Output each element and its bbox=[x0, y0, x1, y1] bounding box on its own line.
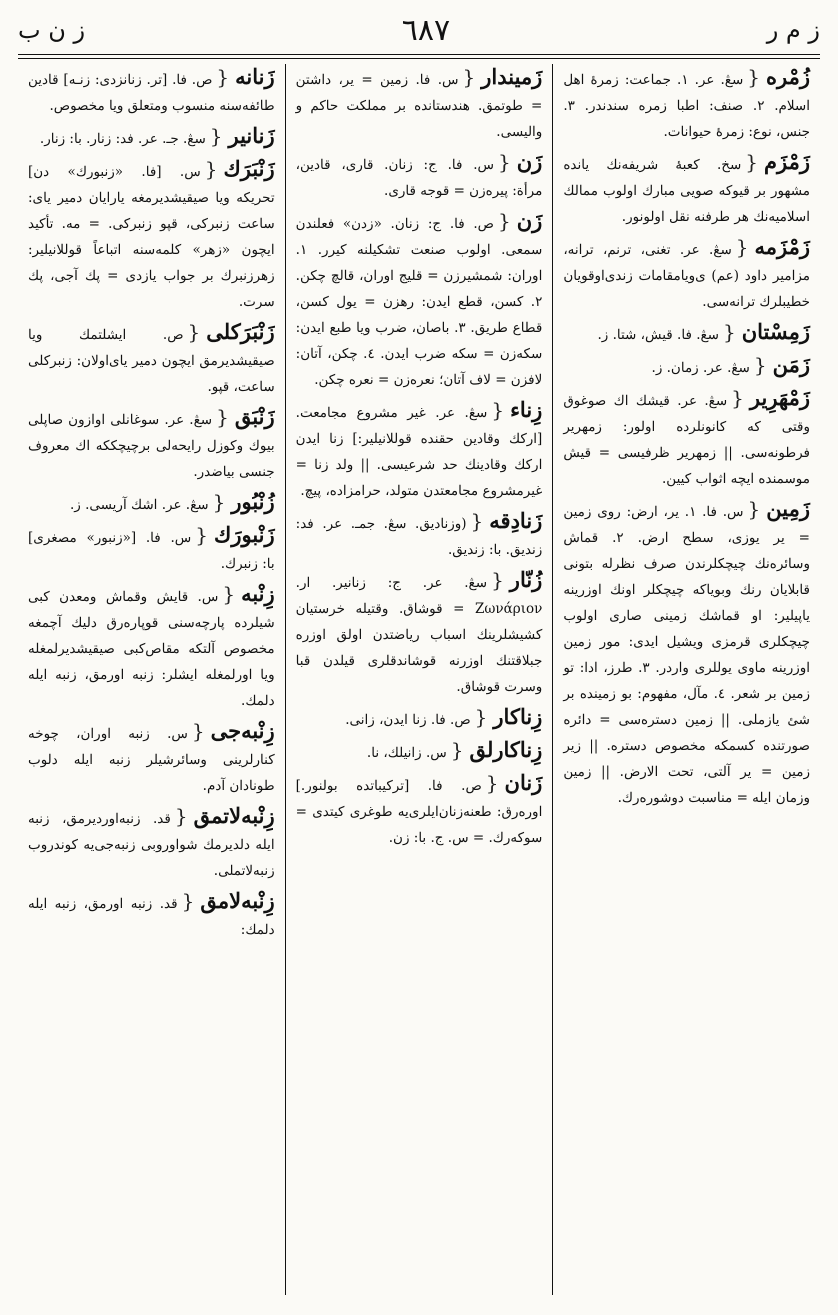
entry-definition: س. زانيلك، نا. bbox=[366, 745, 447, 761]
dictionary-entry bbox=[296, 770, 543, 851]
entry-headword: زُمْره bbox=[766, 64, 811, 89]
dictionary-entry bbox=[28, 404, 275, 485]
entry-headword: زَنْبَق bbox=[234, 404, 275, 429]
entry-headword: زَنانه bbox=[235, 64, 275, 89]
dictionary-entry bbox=[296, 567, 543, 700]
entry-headword: زَنان bbox=[504, 770, 543, 795]
entry-brace: { bbox=[498, 150, 511, 174]
entry-definition: سڠ. عر. ج: زنانير. ار. Ζωνάριον = قوشاق. وقتيله خرستيان كشيشلرينك اسباب رياضتدن اولق اوزره جبلاقتنك اوزرنه قوشاندقلرى قيلدن قبا وسرت قوشاق. bbox=[295, 575, 543, 695]
entry-brace: { bbox=[212, 490, 226, 514]
column-middle bbox=[286, 64, 554, 1295]
entry-brace: { bbox=[181, 889, 195, 913]
entry-brace: { bbox=[731, 386, 744, 410]
entry-definition: سڠ. عر. سوغانلى اوازون صاپلى بيوك وكوزل رايحه‌لى برچيچككه اك معروف جنسى بياضدر. bbox=[27, 412, 275, 480]
entry-headword: زُنْبُور bbox=[231, 489, 275, 514]
dictionary-entry bbox=[563, 149, 810, 230]
entry-brace: { bbox=[216, 405, 229, 429]
entry-definition: قد. زنبه اورمق، زنبه ايله دلمك: bbox=[27, 896, 275, 938]
page-number: ٦٨٧ bbox=[401, 12, 451, 48]
dictionary-entry bbox=[296, 704, 543, 733]
dictionary-entry bbox=[296, 208, 543, 393]
entry-headword: زَمْزَمه bbox=[754, 234, 810, 259]
entry-headword: زِناء bbox=[510, 397, 543, 422]
page-header bbox=[18, 10, 820, 50]
entry-headword: زَمِين bbox=[766, 496, 810, 521]
entry-definition: سڠ. عر. قيشك اك صوغوق وقتى كه كانونلرده اولور: زمهرير فرطونه‌سى. || زمهرير ظرفيسى = قيش موسمنده ايچه اثواب كيين. bbox=[563, 393, 810, 487]
dictionary-entry bbox=[28, 888, 275, 943]
left-guide-word: ز ن ب bbox=[18, 16, 86, 44]
dictionary-entry bbox=[296, 737, 543, 766]
dictionary-entry bbox=[28, 803, 275, 884]
entry-definition: سڠ. عر. اشك آريسى. ز. bbox=[69, 497, 209, 513]
entry-headword: زَمْزَم bbox=[764, 149, 810, 174]
entry-headword: زِنْبه‌لاتمق bbox=[193, 803, 275, 828]
entry-definition: س. فا. ج: زنان. قارى، قادين، مرأة: پيره‌زن = قوجه قارى. bbox=[295, 157, 543, 199]
entry-brace: { bbox=[462, 65, 476, 89]
entry-definition: ص. فا. [تر. زنانزدى: زنـه] قادين طائفه‌سنه منسوب ومتعلق ويا مخصوص. bbox=[27, 72, 275, 114]
entry-definition: سخ. كعبهٔ شريفه‌نك يانده مشهور بر قيوكه صويى مبارك اولوب ممالك اسلاميه‌نك هر طرفنه نقل اولونور. bbox=[563, 157, 810, 225]
entry-definition: س. فا. زمين = ير، داشتن = طوتمق. هندستانده بر مملكت حاكم و واليسى. bbox=[295, 72, 543, 140]
entry-definition: سڠ. عر. ١. جماعت: زمرهٔ اهل اسلام. ٢. صنف: اطبا زمره سندندر. ٣. جنس، نوع: زمرهٔ حيوانات. bbox=[563, 72, 810, 140]
dictionary-entry bbox=[563, 64, 810, 145]
entry-brace: { bbox=[498, 209, 511, 233]
entry-headword: زَمْهَرِير bbox=[749, 385, 810, 410]
dictionary-entry bbox=[28, 156, 275, 315]
entry-headword: زِنْبه bbox=[241, 581, 275, 606]
entry-brace: { bbox=[195, 523, 209, 547]
entry-definition: ص. فا. ج: زنان. «زدن» فعلندن سمعى. اولوب صنعت تشكيلنه كيرر. ١. اوران: شمشيرزن = قليج اوران، قالچ چكن. ٢. كسن، قطع ايدن: رهزن = يول كسن، قطاع طريق. ٣. باصان، ضرب ويا طبع ايدن: سكه‌زن = سكه ضرب ايدن. ٤. چكن، آتان: لافزن = لاف آتان؛ نعره‌زن = نعره چكن. bbox=[295, 216, 543, 388]
dictionary-entry bbox=[28, 123, 275, 152]
dictionary-entry bbox=[296, 397, 543, 504]
entry-definition: سڠ. جـ. عر. فد: زنار. با: زنار. bbox=[39, 131, 206, 147]
entry-definition: سڠ. عر. زمان. ز. bbox=[651, 360, 750, 376]
dictionary-entry bbox=[28, 319, 275, 400]
entry-headword: زَمِسْتان bbox=[741, 319, 810, 344]
entry-headword: زِناكار bbox=[493, 704, 543, 729]
entry-brace: { bbox=[722, 320, 736, 344]
entry-brace: { bbox=[216, 65, 230, 89]
entry-definition: قد. زنبه‌اوردیرمق، زنبه ايله دلدیرمك شواوروبى زنبه‌جى‌يه كوندروب زنبه‌لاتملى. bbox=[27, 811, 275, 879]
column-right bbox=[553, 64, 820, 1295]
entry-brace: { bbox=[187, 320, 201, 344]
entry-headword: زَن bbox=[516, 208, 543, 233]
entry-definition: سڠ. فا. قيش، شتا. ز. bbox=[597, 327, 719, 343]
entry-headword: زُنّار bbox=[509, 567, 543, 592]
entry-headword: زَنْبَرَك bbox=[223, 156, 275, 181]
entry-definition: س. قايش وقماش ومعدن كبى شيلرده پارچه‌سنى قوپاره‌رق دليك آچمغه مخصوص آلتكه مقاص‌كبى صيقيشديرلمغله ويا اورلمغله ايشلر: زنبه اورمق، زنبه ايله دلمك. bbox=[27, 589, 275, 709]
entry-brace: { bbox=[474, 705, 488, 729]
entry-headword: زِناكارلق bbox=[469, 737, 543, 762]
dictionary-entry bbox=[28, 489, 275, 518]
right-guide-word: ز م ر bbox=[766, 16, 820, 44]
entry-brace: { bbox=[209, 124, 223, 148]
entry-headword: زِنْبه‌لامق bbox=[200, 888, 275, 913]
entry-headword: زَمَن bbox=[772, 352, 810, 377]
entry-brace: { bbox=[222, 582, 236, 606]
entry-brace: { bbox=[204, 157, 218, 181]
entry-definition: سڠ. عر. غير مشروع مجامعت. [اركك وقادين حقنده قوللانيلير:] زنا ايدن اركك وقادينك حد شرعيسى. || ولد زنا = غيرمشروع مجامعتدن متولد، حرامزاده، پيچ. bbox=[295, 405, 543, 499]
entry-headword: زَنانير bbox=[228, 123, 275, 148]
dictionary-entry bbox=[28, 64, 275, 119]
entry-definition: ص. ايشلتمك ويا صيقيشديرمق ايچون دمير ياى‌اولان: زنبركلى ساعت، قپو. bbox=[27, 327, 275, 395]
entry-definition: س. فا. ١. ير، ارض: روى زمين = ير يوزى، سطح ارض. ٢. قماش وسائره‌نك چيچكلرندن صرف نظرله بتونى قابلايان رنك وبوياكه چيچكلر اونك اوزرينه ياپيلير: او قماشك زمينى صارى اولوب چيچكلرى قرمزى ويشيل ايدى: مور زمين اوزرينه ماوى يوللرى واردر. ٣. طرز، ادا: تو زمين بر شعر. ٤. مآل، مفهوم: بو زمينده بر شئ يازملى. || زمين دستره‌سى = دائره صورتنده كسمكه مخصوص دستره. || زير زمين = ير آلتى، تحت الارض. || زمين وزمان ايله = مناسبت دوشوره‌رك. bbox=[563, 504, 811, 806]
entry-headword: زِنْبه‌جى bbox=[210, 718, 275, 743]
entry-definition: س. [فا. «زنبورك» دن] تحريكه ويا صيقيشديرمغه يارايان دمير ياى: ساعت زنبركى، قپو زنبركى. = مه. تأكيد ايچون «زهر» كلمه‌سنه اتباعاً قوللانيلير: زهرزنبرك بر جواب يازدى = پك آجى، پك سرت. bbox=[27, 164, 275, 310]
entry-brace: { bbox=[747, 65, 761, 89]
dictionary-entry bbox=[563, 385, 810, 492]
entry-headword: زَنْبورَك bbox=[214, 522, 275, 547]
entry-brace: { bbox=[485, 771, 499, 795]
entry-definition: سڠ. عر. تغنى، ترنم، ترانه، مزامير داود (عم) ى‌ويامقامات زندى‌اوقويان خطيبلرك ترانه‌سى. bbox=[563, 242, 810, 310]
entry-headword: زَن bbox=[516, 149, 543, 174]
entry-headword: زَميندار bbox=[481, 64, 543, 89]
entry-brace: { bbox=[191, 719, 205, 743]
entry-brace: { bbox=[491, 398, 505, 422]
entry-definition: ص. فا. [تركيباتده بولنور.] اورەرق: طعنه‌زنان‌ايلرى‌يه طوغرى كيتدى = سوكه‌رك. = س. ج. با: زن. bbox=[295, 778, 543, 846]
entry-brace: { bbox=[470, 509, 484, 533]
entry-brace: { bbox=[747, 497, 761, 521]
entry-headword: زَنْبَرَكلى bbox=[206, 319, 275, 344]
entry-brace: { bbox=[491, 568, 504, 592]
dictionary-entry bbox=[563, 352, 810, 381]
dictionary-entry bbox=[28, 522, 275, 577]
entry-brace: { bbox=[735, 235, 749, 259]
entry-definition: س. زنبه اوران، چوخه كنارلرينى وسائرشيلر زنبه ايله دلوب طونادان آدم. bbox=[27, 726, 275, 794]
dictionary-entry bbox=[563, 234, 810, 315]
dictionary-entry bbox=[296, 508, 543, 563]
header-rule bbox=[18, 54, 820, 55]
entry-brace: { bbox=[450, 738, 464, 762]
entry-brace: { bbox=[745, 150, 759, 174]
header-rule-double bbox=[18, 58, 820, 59]
column-left bbox=[18, 64, 286, 1295]
dictionary-entry bbox=[563, 319, 810, 348]
dictionary-entry bbox=[296, 149, 543, 204]
entry-brace: { bbox=[753, 353, 767, 377]
dictionary-entry bbox=[28, 581, 275, 714]
entry-definition: س. فا. [«زنبور» مصغرى] با: زنبرك. bbox=[27, 530, 275, 572]
dictionary-entry bbox=[28, 718, 275, 799]
dictionary-entry bbox=[563, 496, 810, 811]
entry-headword: زَنادِقه bbox=[489, 508, 543, 533]
entry-definition: (وزناديق. سڠ. جمـ. عر. فد: زنديق. با: زنديق. bbox=[295, 516, 543, 558]
entry-definition: ص. فا. زنا ايدن، زانى. bbox=[345, 712, 471, 728]
columns bbox=[18, 64, 820, 1295]
entry-brace: { bbox=[174, 804, 188, 828]
dictionary-entry bbox=[296, 64, 543, 145]
